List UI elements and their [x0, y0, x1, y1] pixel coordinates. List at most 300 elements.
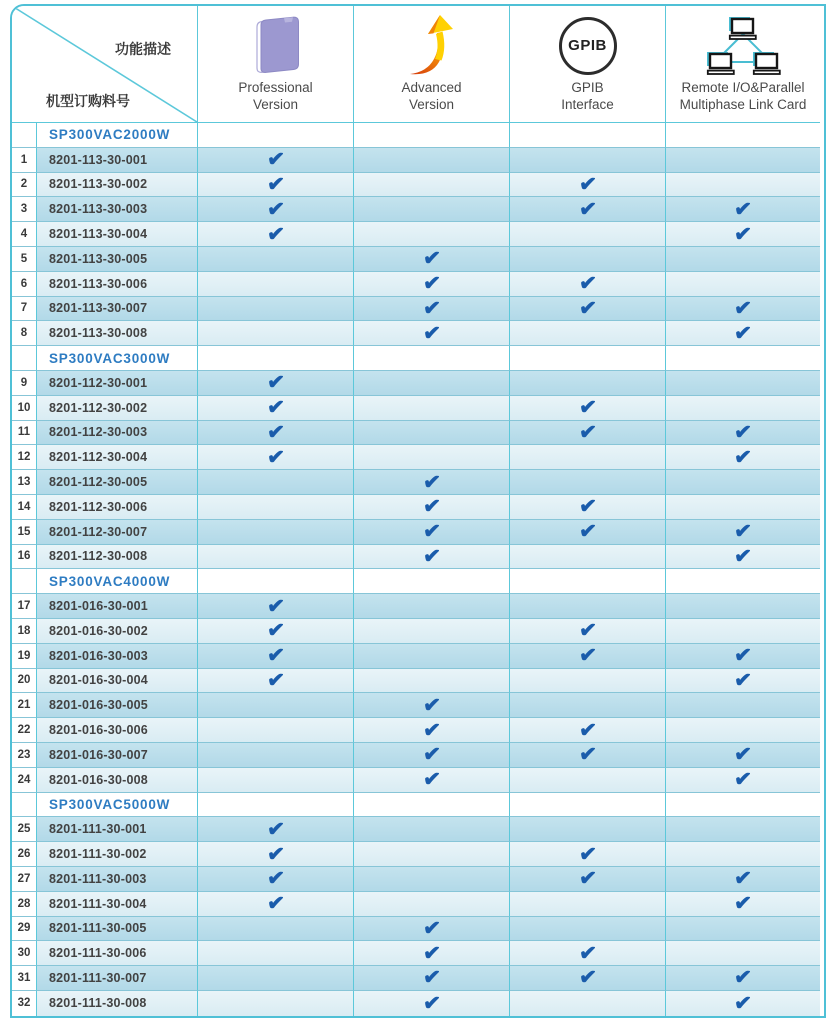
feature-cell-professional — [198, 545, 354, 570]
table-row — [12, 669, 824, 694]
row-number-cell: 21 — [12, 693, 37, 718]
feature-cell-remote — [666, 718, 820, 743]
feature-cell-gpib — [510, 842, 666, 867]
check-icon: ✔ — [577, 841, 598, 867]
row-number-cell: 30 — [12, 941, 37, 966]
feature-cell-gpib — [510, 817, 666, 842]
column-header-label-line: Version — [252, 97, 298, 113]
table-row — [12, 247, 824, 272]
row-number-cell: 32 — [12, 991, 37, 1016]
feature-cell-professional — [198, 396, 354, 421]
feature-cell-professional — [198, 123, 354, 148]
table-row — [12, 520, 824, 545]
feature-cell-remote — [666, 297, 820, 322]
feature-cell-advanced — [354, 173, 510, 198]
feature-cell-advanced — [354, 941, 510, 966]
part-number-cell: 8201-112-30-005 — [37, 470, 198, 495]
feature-cell-professional — [198, 297, 354, 322]
check-icon: ✔ — [421, 916, 442, 941]
row-number-cell: 24 — [12, 768, 37, 793]
feature-cell-advanced — [354, 371, 510, 396]
feature-cell-professional — [198, 917, 354, 942]
check-icon: ✔ — [265, 221, 286, 247]
feature-cell-gpib — [510, 272, 666, 297]
feature-cell-remote — [666, 396, 820, 421]
part-number-cell: 8201-113-30-008 — [37, 321, 198, 346]
feature-cell-remote — [666, 867, 820, 892]
part-number-cell: 8201-111-30-008 — [37, 991, 198, 1016]
check-icon: ✔ — [421, 246, 442, 271]
feature-cell-gpib — [510, 445, 666, 470]
feature-cell-professional — [198, 867, 354, 892]
check-icon: ✔ — [577, 742, 598, 767]
check-icon: ✔ — [577, 643, 598, 668]
part-number-cell: 8201-111-30-004 — [37, 892, 198, 917]
feature-cell-professional — [198, 817, 354, 842]
feature-cell-remote — [666, 272, 820, 297]
part-number-cell: 8201-112-30-008 — [37, 545, 198, 570]
feature-cell-professional — [198, 743, 354, 768]
row-number-cell: 19 — [12, 644, 37, 669]
column-header-label-line: Advanced — [401, 80, 462, 96]
row-number-cell — [12, 346, 37, 371]
feature-cell-remote — [666, 495, 820, 520]
feature-cell-advanced — [354, 644, 510, 669]
feature-cell-professional — [198, 966, 354, 991]
part-number-cell: 8201-016-30-005 — [37, 693, 198, 718]
feature-cell-professional — [198, 197, 354, 222]
feature-cell-professional — [198, 941, 354, 966]
check-icon: ✔ — [265, 197, 286, 222]
model-name: SP300VAC5000W — [37, 793, 198, 818]
feature-cell-gpib — [510, 297, 666, 322]
row-number-cell: 11 — [12, 421, 37, 446]
part-number-cell: 8201-113-30-003 — [37, 197, 198, 222]
table-row — [12, 917, 824, 942]
feature-cell-gpib — [510, 197, 666, 222]
feature-cell-remote — [666, 321, 820, 346]
feature-cell-gpib — [510, 396, 666, 421]
feature-cell-gpib — [510, 371, 666, 396]
check-icon: ✔ — [577, 296, 598, 321]
feature-cell-gpib — [510, 619, 666, 644]
check-icon: ✔ — [577, 395, 598, 420]
check-icon: ✔ — [265, 172, 286, 197]
feature-cell-advanced — [354, 569, 510, 594]
column-header-label-line: GPIB — [571, 80, 604, 96]
check-icon: ✔ — [265, 891, 286, 916]
table-row — [12, 594, 824, 619]
part-number-cell: 8201-111-30-007 — [37, 966, 198, 991]
part-number-cell: 8201-112-30-006 — [37, 495, 198, 520]
feature-cell-professional — [198, 371, 354, 396]
feature-cell-remote — [666, 148, 820, 173]
feature-cell-remote — [666, 346, 820, 371]
feature-cell-advanced — [354, 346, 510, 371]
feature-cell-professional — [198, 346, 354, 371]
feature-cell-advanced — [354, 470, 510, 495]
row-number-cell: 5 — [12, 247, 37, 272]
row-number-cell: 29 — [12, 917, 37, 942]
feature-cell-remote — [666, 991, 820, 1016]
feature-cell-remote — [666, 222, 820, 247]
feature-cell-gpib — [510, 743, 666, 768]
table-row — [12, 842, 824, 867]
feature-cell-remote — [666, 247, 820, 272]
model-name: SP300VAC2000W — [37, 123, 198, 148]
network-computers-icon — [705, 11, 781, 80]
table-row — [12, 743, 824, 768]
check-icon: ✔ — [733, 420, 753, 445]
feature-cell-remote — [666, 669, 820, 694]
part-number-cell: 8201-112-30-001 — [37, 371, 198, 396]
check-icon: ✔ — [733, 742, 753, 767]
feature-cell-gpib — [510, 148, 666, 173]
table-row — [12, 197, 824, 222]
check-icon: ✔ — [733, 668, 753, 693]
row-number-cell: 6 — [12, 272, 37, 297]
feature-cell-advanced — [354, 123, 510, 148]
check-icon: ✔ — [265, 395, 286, 420]
feature-cell-advanced — [354, 793, 510, 818]
feature-cell-gpib — [510, 644, 666, 669]
feature-cell-advanced — [354, 545, 510, 570]
feature-cell-professional — [198, 619, 354, 644]
model-name: SP300VAC4000W — [37, 569, 198, 594]
table-header-row — [12, 6, 824, 123]
corner-header-cell — [12, 6, 198, 123]
check-icon: ✔ — [577, 717, 598, 743]
table-row — [12, 222, 824, 247]
feature-cell-gpib — [510, 321, 666, 346]
row-number-cell — [12, 793, 37, 818]
feature-cell-gpib — [510, 421, 666, 446]
column-header-label-line: Version — [408, 97, 454, 113]
feature-cell-gpib — [510, 991, 666, 1016]
row-number-cell: 22 — [12, 718, 37, 743]
feature-cell-advanced — [354, 619, 510, 644]
corner-bottom-label: 机型订购料号 — [46, 93, 130, 109]
part-number-cell: 8201-112-30-007 — [37, 520, 198, 545]
feature-cell-gpib — [510, 222, 666, 247]
feature-cell-advanced — [354, 272, 510, 297]
feature-cell-professional — [198, 222, 354, 247]
feature-cell-advanced — [354, 148, 510, 173]
check-icon: ✔ — [265, 370, 286, 395]
check-icon: ✔ — [733, 866, 753, 891]
table-row — [12, 718, 824, 743]
part-number-cell: 8201-016-30-001 — [37, 594, 198, 619]
check-icon: ✔ — [733, 544, 753, 569]
feature-cell-remote — [666, 793, 820, 818]
feature-cell-remote — [666, 520, 820, 545]
feature-cell-remote — [666, 693, 820, 718]
feature-cell-remote — [666, 197, 820, 222]
feature-cell-gpib — [510, 892, 666, 917]
feature-cell-gpib — [510, 917, 666, 942]
check-icon: ✔ — [577, 941, 598, 966]
feature-cell-gpib — [510, 594, 666, 619]
column-header-label — [401, 80, 461, 114]
table-body — [12, 123, 824, 1016]
feature-cell-professional — [198, 991, 354, 1016]
check-icon: ✔ — [577, 197, 598, 222]
check-icon: ✔ — [265, 668, 286, 693]
feature-cell-advanced — [354, 445, 510, 470]
check-icon: ✔ — [265, 841, 286, 867]
feature-cell-professional — [198, 693, 354, 718]
feature-cell-gpib — [510, 346, 666, 371]
part-number-cell: 8201-113-30-005 — [37, 247, 198, 272]
column-header-label-line: Professional — [238, 80, 313, 96]
part-number-cell: 8201-111-30-001 — [37, 817, 198, 842]
feature-cell-advanced — [354, 222, 510, 247]
check-icon: ✔ — [577, 494, 598, 519]
column-header-label-line: Interface — [561, 97, 614, 113]
check-icon: ✔ — [421, 469, 442, 495]
table-row — [12, 693, 824, 718]
check-icon: ✔ — [577, 866, 598, 891]
check-icon: ✔ — [421, 296, 442, 321]
feature-cell-gpib — [510, 793, 666, 818]
row-number-cell: 17 — [12, 594, 37, 619]
check-icon: ✔ — [421, 742, 442, 767]
check-icon: ✔ — [577, 420, 598, 445]
column-header-label — [238, 80, 312, 114]
row-number-cell: 15 — [12, 520, 37, 545]
part-number-cell: 8201-016-30-008 — [37, 768, 198, 793]
check-icon: ✔ — [265, 817, 286, 842]
feature-cell-gpib — [510, 247, 666, 272]
check-icon: ✔ — [733, 445, 753, 470]
check-icon: ✔ — [577, 172, 598, 197]
feature-cell-gpib — [510, 470, 666, 495]
part-number-cell: 8201-111-30-002 — [37, 842, 198, 867]
check-icon: ✔ — [265, 643, 286, 668]
row-number-cell: 25 — [12, 817, 37, 842]
feature-cell-professional — [198, 718, 354, 743]
row-number-cell: 1 — [12, 148, 37, 173]
check-icon: ✔ — [733, 991, 753, 1016]
feature-cell-professional — [198, 520, 354, 545]
part-number-cell: 8201-113-30-007 — [37, 297, 198, 322]
check-icon: ✔ — [265, 618, 286, 643]
feature-cell-remote — [666, 743, 820, 768]
check-icon: ✔ — [421, 693, 442, 718]
check-icon: ✔ — [733, 221, 753, 247]
feature-cell-professional — [198, 644, 354, 669]
feature-cell-advanced — [354, 495, 510, 520]
check-icon: ✔ — [265, 866, 286, 891]
row-number-cell: 23 — [12, 743, 37, 768]
table-row — [12, 817, 824, 842]
check-icon: ✔ — [421, 544, 442, 569]
feature-cell-advanced — [354, 520, 510, 545]
feature-cell-advanced — [354, 892, 510, 917]
feature-cell-advanced — [354, 966, 510, 991]
table-row — [12, 321, 824, 346]
feature-cell-remote — [666, 173, 820, 198]
feature-cell-gpib — [510, 867, 666, 892]
column-header-gpib — [510, 6, 666, 123]
feature-cell-gpib — [510, 569, 666, 594]
feature-cell-advanced — [354, 297, 510, 322]
row-number-cell: 16 — [12, 545, 37, 570]
part-number-cell: 8201-113-30-004 — [37, 222, 198, 247]
table-row — [12, 297, 824, 322]
check-icon: ✔ — [577, 965, 598, 991]
part-number-cell: 8201-111-30-006 — [37, 941, 198, 966]
feature-cell-professional — [198, 445, 354, 470]
feature-cell-remote — [666, 594, 820, 619]
feature-cell-professional — [198, 421, 354, 446]
model-group-row — [12, 123, 824, 148]
check-icon: ✔ — [421, 717, 442, 743]
table-row — [12, 421, 824, 446]
table-row — [12, 867, 824, 892]
check-icon: ✔ — [421, 991, 442, 1016]
feature-cell-advanced — [354, 743, 510, 768]
feature-cell-professional — [198, 768, 354, 793]
check-icon: ✔ — [733, 296, 753, 321]
part-number-cell: 8201-112-30-002 — [37, 396, 198, 421]
feature-cell-gpib — [510, 718, 666, 743]
feature-cell-gpib — [510, 941, 666, 966]
feature-cell-advanced — [354, 421, 510, 446]
feature-cell-remote — [666, 917, 820, 942]
feature-cell-professional — [198, 470, 354, 495]
column-header-label — [680, 80, 807, 114]
feature-cell-professional — [198, 173, 354, 198]
book-icon — [251, 11, 301, 80]
corner-top-label: 功能描述 — [115, 41, 171, 57]
check-icon: ✔ — [421, 767, 442, 792]
column-header-advanced — [354, 6, 510, 123]
gpib-icon-text: GPIB — [568, 37, 607, 55]
part-number-cell: 8201-016-30-006 — [37, 718, 198, 743]
feature-cell-remote — [666, 842, 820, 867]
row-number-cell: 14 — [12, 495, 37, 520]
table-row — [12, 272, 824, 297]
feature-cell-remote — [666, 817, 820, 842]
part-number-cell: 8201-113-30-002 — [37, 173, 198, 198]
check-icon: ✔ — [265, 420, 286, 445]
feature-cell-remote — [666, 569, 820, 594]
table-row — [12, 148, 824, 173]
check-icon: ✔ — [577, 271, 598, 296]
table-row — [12, 644, 824, 669]
table-row — [12, 941, 824, 966]
model-name: SP300VAC3000W — [37, 346, 198, 371]
check-icon: ✔ — [733, 965, 753, 991]
row-number-cell: 13 — [12, 470, 37, 495]
row-number-cell: 26 — [12, 842, 37, 867]
row-number-cell: 4 — [12, 222, 37, 247]
feature-cell-gpib — [510, 545, 666, 570]
row-number-cell: 12 — [12, 445, 37, 470]
feature-cell-professional — [198, 842, 354, 867]
check-icon: ✔ — [421, 271, 442, 296]
part-number-cell: 8201-113-30-006 — [37, 272, 198, 297]
check-icon: ✔ — [733, 891, 753, 916]
feature-cell-gpib — [510, 693, 666, 718]
part-number-cell: 8201-016-30-002 — [37, 619, 198, 644]
part-number-cell: 8201-016-30-003 — [37, 644, 198, 669]
feature-cell-professional — [198, 594, 354, 619]
table-row — [12, 495, 824, 520]
feature-cell-gpib — [510, 669, 666, 694]
column-header-label — [561, 80, 614, 114]
feature-cell-advanced — [354, 669, 510, 694]
feature-cell-remote — [666, 470, 820, 495]
row-number-cell: 27 — [12, 867, 37, 892]
part-number-cell: 8201-111-30-005 — [37, 917, 198, 942]
feature-cell-advanced — [354, 693, 510, 718]
feature-cell-remote — [666, 892, 820, 917]
feature-cell-remote — [666, 371, 820, 396]
column-header-remote — [666, 6, 820, 123]
feature-cell-professional — [198, 892, 354, 917]
feature-cell-professional — [198, 793, 354, 818]
column-header-professional — [198, 6, 354, 123]
row-number-cell: 2 — [12, 173, 37, 198]
row-number-cell — [12, 123, 37, 148]
growth-arrow-icon — [408, 11, 456, 80]
feature-cell-gpib — [510, 966, 666, 991]
feature-cell-remote — [666, 545, 820, 570]
part-number-cell: 8201-111-30-003 — [37, 867, 198, 892]
feature-cell-remote — [666, 768, 820, 793]
table-row — [12, 768, 824, 793]
feature-cell-professional — [198, 669, 354, 694]
check-icon: ✔ — [265, 445, 286, 470]
feature-cell-gpib — [510, 173, 666, 198]
feature-cell-professional — [198, 569, 354, 594]
row-number-cell: 8 — [12, 321, 37, 346]
check-icon: ✔ — [421, 965, 442, 991]
feature-cell-advanced — [354, 718, 510, 743]
feature-cell-professional — [198, 247, 354, 272]
feature-cell-advanced — [354, 917, 510, 942]
row-number-cell: 3 — [12, 197, 37, 222]
check-icon: ✔ — [265, 147, 286, 172]
row-number-cell: 7 — [12, 297, 37, 322]
feature-cell-advanced — [354, 991, 510, 1016]
feature-cell-advanced — [354, 197, 510, 222]
column-header-label-line: Remote I/O&Parallel — [681, 80, 805, 96]
feature-cell-gpib — [510, 520, 666, 545]
feature-cell-remote — [666, 619, 820, 644]
feature-cell-gpib — [510, 768, 666, 793]
table-row — [12, 445, 824, 470]
check-icon: ✔ — [421, 494, 442, 519]
table-row — [12, 892, 824, 917]
table-row — [12, 966, 824, 991]
check-icon: ✔ — [733, 321, 753, 346]
table-row — [12, 619, 824, 644]
feature-cell-advanced — [354, 768, 510, 793]
table-row — [12, 470, 824, 495]
feature-cell-professional — [198, 272, 354, 297]
feature-cell-advanced — [354, 321, 510, 346]
model-group-row — [12, 346, 824, 371]
part-number-cell: 8201-112-30-003 — [37, 421, 198, 446]
ordering-guide-table — [10, 4, 826, 1018]
row-number-cell: 28 — [12, 892, 37, 917]
part-number-cell: 8201-016-30-007 — [37, 743, 198, 768]
feature-cell-gpib — [510, 495, 666, 520]
feature-cell-advanced — [354, 842, 510, 867]
